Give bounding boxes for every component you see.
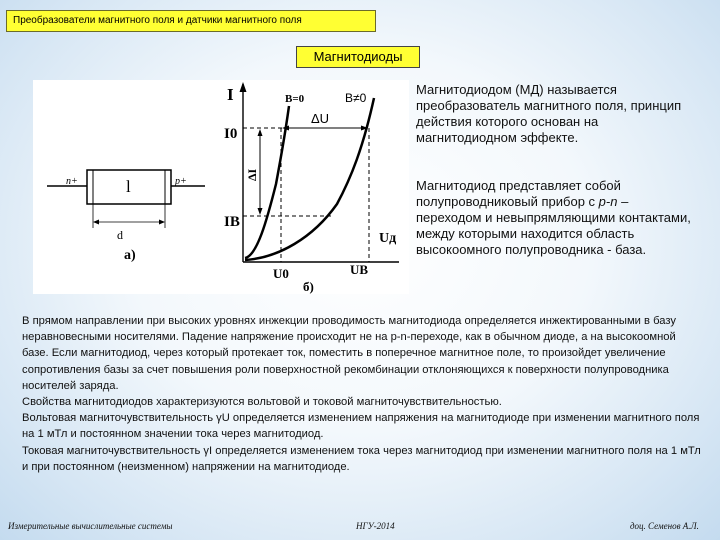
main-body-text [22, 313, 702, 475]
ib-label: IB [224, 214, 240, 230]
delta-i-arrow-up [258, 129, 263, 136]
d-arrow-left [93, 220, 99, 225]
ud-label: Uд [379, 231, 397, 246]
body-paragraph-1: В прямом направлении при высоких уровнях инжекции проводимость магнитодиода определяется инжектированными в базу неравновесными носителями. Падение напряжение происходит не на p-n-переходе, как в обычном диоде, а на высокоомной базе. Если магнитодиод, через который протекает ток, поместить в поперечное магнитное поле, то произойдет увеличение сопротивления базы за счет повышения роли поверхностной рекомбинации отклоняющихся к поверхности полупроводника носителей заряда. [22, 315, 676, 392]
header-title: Преобразователи магнитного поля и датчики магнитного поля [6, 10, 376, 32]
iv-characteristic-graph [224, 82, 399, 294]
delta-i-arrow-down [258, 208, 263, 215]
diode-structure-diagram [47, 170, 205, 263]
d-label: d [117, 228, 123, 242]
caption-a: а) [124, 248, 136, 263]
p-plus-label: p+ [175, 176, 187, 187]
curve-b-zero [245, 106, 289, 258]
magnetodiode-figure [33, 80, 409, 294]
body-paragraph-2: Свойства магнитодиодов характеризуются вольтовой и токовой магниточувствительностью. [22, 396, 502, 409]
delta-i-label: ΔI [245, 168, 259, 181]
u0-label: U0 [273, 266, 289, 281]
b-zero-label: B=0 [285, 93, 305, 105]
structure-text-end: – переходом и невыпрямляющими контактами, между которыми находится область высокоомного полупроводника - база. [416, 194, 691, 257]
structure-paragraph [416, 178, 696, 258]
i0-label: I0 [224, 126, 238, 142]
footer-author: доц. Семенов А.Л. [630, 521, 699, 531]
slide-title: Магнитодиоды [296, 46, 420, 68]
delta-u-label: ΔU [311, 111, 330, 126]
pn-term: p-n [598, 194, 618, 209]
curve-b-nonzero [245, 98, 374, 260]
ub-label: UB [350, 262, 369, 277]
i-axis-label: I [227, 85, 234, 104]
n-plus-label: n+ [66, 176, 78, 187]
i-axis-arrow [240, 82, 247, 92]
body-paragraph-3: Вольтовая магниточувствительность γU определяется изменением напряжения на магнитодиоде при изменении магнитного поля на 1 мТл и постоянном значении тока через магнитодиод. [22, 412, 700, 441]
b-nonzero-label: B≠0 [345, 91, 367, 105]
caption-b: б) [303, 279, 314, 294]
base-l-label: l [126, 177, 131, 196]
definition-paragraph: Магнитодиодом (МД) называется преобразователь магнитного поля, принцип действия которого основан на магнитодиодном эффекте. [416, 82, 682, 145]
figure-svg [33, 80, 409, 294]
structure-text-start: Магнитодиод представляет собой полупроводниковый прибор с [416, 178, 621, 209]
d-arrow-right [159, 220, 165, 225]
body-paragraph-4: Токовая магниточувствительность γI определяется изменением тока через магнитодиод при изменении магнитного поля на 1 мТл и при постоянном (неизменном) напряжении на магнитодиоде. [22, 444, 701, 473]
footer-course: Измерительные вычислительные системы [8, 521, 173, 531]
footer-university: НГУ-2014 [356, 521, 395, 531]
